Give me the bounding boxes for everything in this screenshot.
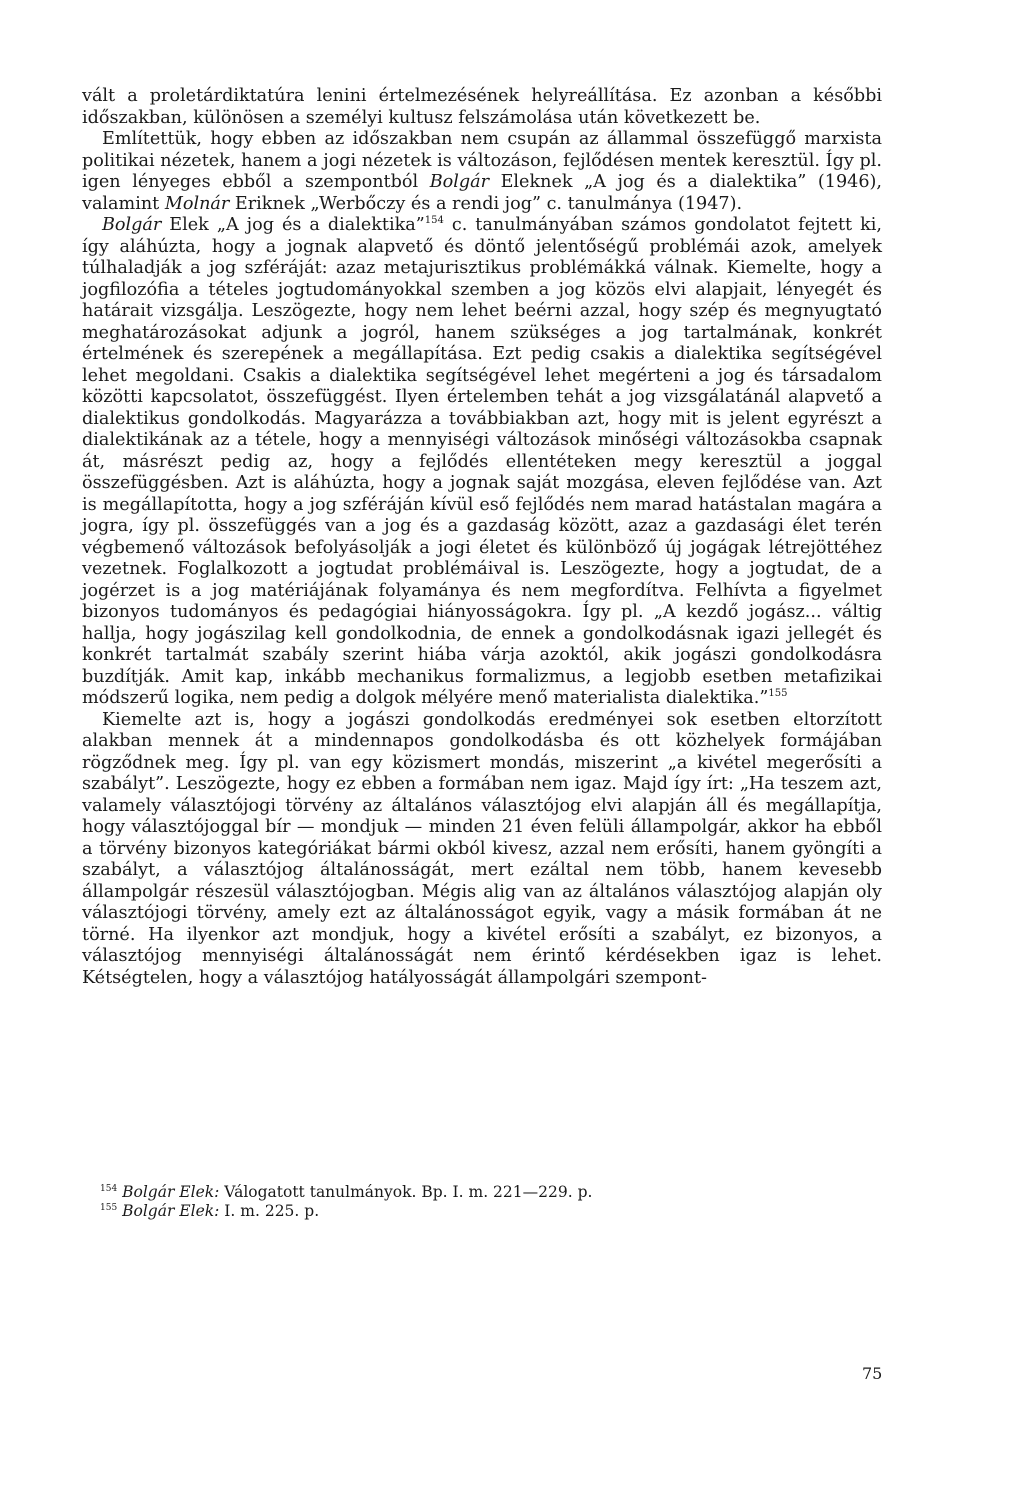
author-name-bolgar: Bolgár: [102, 215, 162, 235]
paragraph-1: [82, 86, 882, 129]
footnote-text: Válogatott tanulmányok. Bp. I. m. 221—229. p.: [219, 1183, 593, 1201]
footnote-number: 154: [100, 1183, 118, 1194]
paragraph-2-text-c: Eriknek „Werbőczy és a rendi jog” c. tanulmánya (1947).: [229, 193, 743, 214]
body-text: [82, 86, 882, 989]
paragraph-3: [82, 215, 882, 710]
footnote-text: I. m. 225. p.: [219, 1202, 320, 1220]
footnote-155: [100, 1202, 880, 1221]
footnote-author: Bolgár Elek:: [122, 1183, 220, 1201]
paragraph-1-text: vált a proletárdiktatúra lenini értelmezésének helyreállítása. Ez azonban a későbbi időszakban, különösen a személyi kultusz felszámolása után következett be.: [82, 86, 882, 128]
paragraph-2: [82, 129, 882, 215]
footnotes: [100, 1183, 880, 1221]
paragraph-3-text-b: c. tanulmányában számos gondolatot fejtett ki, így aláhúzta, hogy a jognak alapvető és döntő jelentőségű problémái azok, amelyek túlhaladják a jog szféráját: azaz metajurisztikus problémákká válnak. Kiemelte, hogy a jogfilozófia a tételes jogtudományokkal szemben a jog közös elvi alapjait, lényegét és határait vizsgálja. Leszögezte, hogy nem lehet beérni azzal, hogy szép és megnyugtató meghatározásokat adjunk a jogról, hanem szükséges a jog tartalmának, konkrét értelmének és szerepének a megállapítása. Ezt pedig csakis a dialektika segítségével lehet megoldani. Csakis a dialektika segítségével lehet megérteni a jog és társadalom közötti kapcsolatot, összefüggést. Ilyen értelemben tehát a jog vizsgálatánál alapvető a dialektikus gondolkodás. Magyarázza a továbbiakban azt, hogy mit is jelent egyrészt a dialektikának az a tétele, hogy a mennyiségi változások minőségi változásokba csapnak át, másrészt pedig az, hogy a fejlődés ellentéteken megy keresztül a joggal összefüggésben. Azt is aláhúzta, hogy a jognak saját mozgása, eleven fejlődése van. Azt is megállapította, hogy a jog szféráján kívül eső fejlődés nem marad hatástalan magára a jogra, így pl. összefüggés van a jog és a gazdaság között, azaz a gazdasági élet terén végbemenő változások befolyásolják a jogi életet és különböző új jogágak létrejöttéhez vezetnek. Foglalkozott a jogtudat problémáival is. Leszögezte, hogy a jogtudat, de a jogérzet is a jog matériájának folyamánya és nem megfordítva. Felhívta a figyelmet bizonyos tudományos és pedagógiai hiányosságokra. Így pl. „A kezdő jogász... váltig hallja, hogy jogászilag kell gondolkodnia, de ennek a gondolkodásnak igazi jellegét és konkrét tartalmát szabály szerint hiába várja azoktól, akik jogászi gondolkodásra buzdítják. Amit kap, inkább mechanikus formalizmus, a legjobb esetben metafizikai módszerű logika, nem pedig a dolgok mélyére menő materialista dialektika.”: [82, 215, 882, 708]
paragraph-2-text-b: Eleknek „A jog és a dialektika” (1946), valamint: [82, 172, 883, 214]
footnote-ref-155: 155: [768, 688, 788, 700]
footnote-author: Bolgár Elek:: [122, 1202, 220, 1220]
paragraph-4-text: Kiemelte azt is, hogy a jogászi gondolkodás eredményei sok esetben eltorzított alakban mennek át a mindennapos gondolkodásba és ott közhelyek formájában rögződnek meg. Így pl. van egy közismert mondás, miszerint „a kivétel megerősíti a szabályt”. Leszögezte, hogy ez ebben a formában nem igaz. Majd így írt: „Ha teszem azt, valamely választójogi törvény az általános választójog elvi alapján áll és megállapítja, hogy választójoggal bír — mondjuk — minden 21 éven felüli állampolgár, akkor ha ebből a törvény bizonyos kategóriákat bármi okból kivesz, azzal nem erősíti, hanem gyöngíti a szabályt, a választójog általánosságát, mert ezáltal nem több, hanem kevesebb állampolgár részesül választójogban. Mégis alig van az általános választójog alapján oly választójogi törvény, amely ezt az általánosságot egyik, vagy a másik formában át ne törné. Ha ilyenkor azt mondjuk, hogy a kivétel erősíti a szabályt, ez bizonyos, a választójog mennyiségi általánosságát nem érintő kérdésekben igaz is lehet. Kétségtelen, hogy a választójog hatályosságát állampolgári szempont-: [82, 709, 882, 988]
author-name-molnar: Molnár: [164, 193, 230, 214]
footnote-number: 155: [100, 1202, 118, 1213]
page-number: 75: [862, 1364, 883, 1383]
author-name-bolgar: Bolgár: [429, 172, 489, 192]
paragraph-3-text-a: Elek „A jog és a dialektika”: [161, 215, 425, 235]
footnote-ref-154: 154: [424, 215, 444, 227]
paragraph-2-text-a: Említettük, hogy ebben az időszakban nem csupán az állammal összefüggő marxista politikai nézetek, hanem a jogi nézetek is változáson, fejlődésen mentek keresztül. Így pl. igen lényeges ebből a szempontból: [82, 129, 882, 192]
footnote-154: [100, 1183, 880, 1202]
paragraph-4: [82, 710, 882, 990]
